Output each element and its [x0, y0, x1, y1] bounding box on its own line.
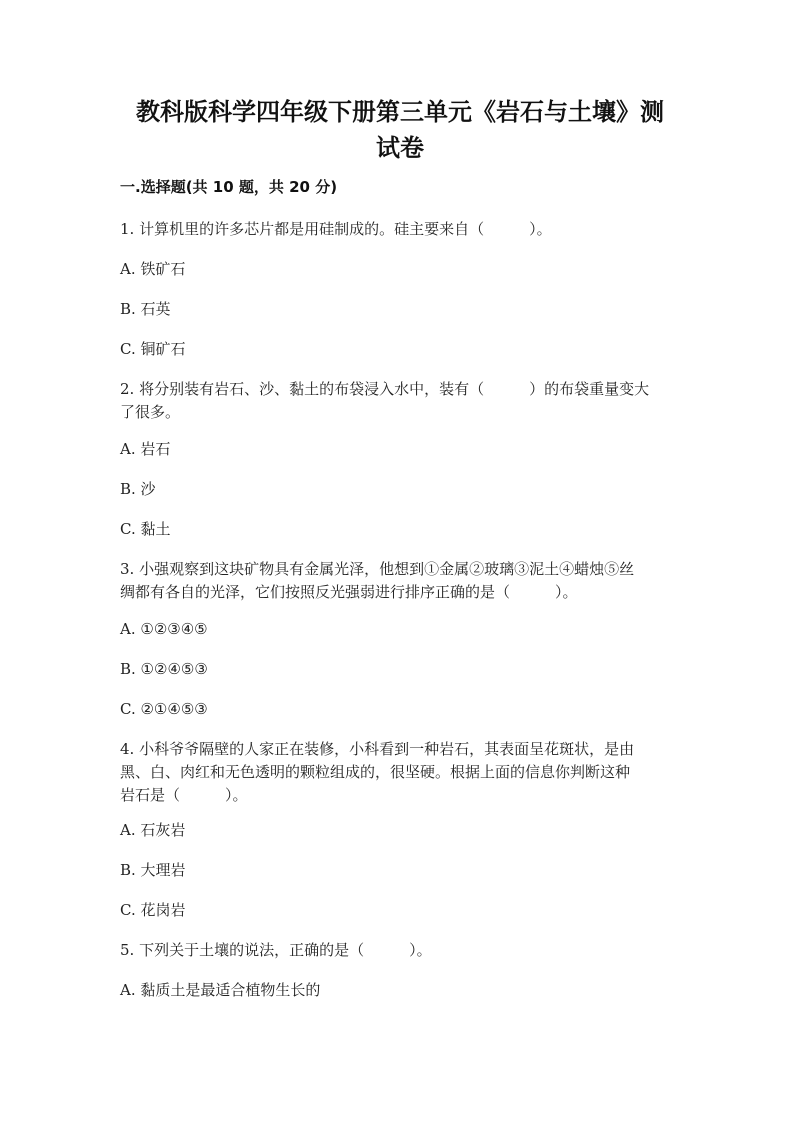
- question-4-line-2: 黑、白、肉红和无色透明的颗粒组成的，很坚硬。根据上面的信息你判断这种: [120, 763, 631, 781]
- title-line-1: 教科版科学四年级下册第三单元《岩石与土壤》测: [136, 98, 664, 126]
- question-5-option-a: A. 黏质土是最适合植物生长的: [120, 981, 321, 999]
- question-2-option-c: C. 黏土: [120, 520, 171, 538]
- question-4-line-1: 4. 小科爷爷隔壁的人家正在装修，小科看到一种岩石，其表面呈花斑状，是由: [120, 740, 635, 758]
- question-2-line-2: 了很多。: [120, 403, 181, 421]
- question-1-option-c: C. 铜矿石: [120, 340, 186, 358]
- question-3-line-1: 3. 小强观察到这块矿物具有金属光泽，他想到①金属②玻璃③泥土④蜡烛⑤丝: [120, 560, 635, 578]
- question-4-option-b: B. 大理岩: [120, 861, 186, 879]
- question-3-option-c: C. ②①④⑤③: [120, 700, 208, 718]
- title-line-2: 试卷: [376, 134, 424, 162]
- question-2-option-b: B. 沙: [120, 480, 156, 498]
- page-title: [110, 94, 690, 166]
- question-4-line-3: 岩石是（ ）。: [120, 786, 248, 804]
- question-1-option-b: B. 石英: [120, 300, 171, 318]
- question-4-option-c: C. 花岗岩: [120, 901, 186, 919]
- question-5-line-1: 5. 下列关于土壤的说法，正确的是（ ）。: [120, 941, 432, 959]
- question-4-option-a: A. 石灰岩: [120, 821, 186, 839]
- question-2-line-1: 2. 将分别装有岩石、沙、黏土的布袋浸入水中，装有（ ）的布袋重量变大: [120, 380, 650, 398]
- question-1-option-a: A. 铁矿石: [120, 260, 186, 278]
- question-2-option-a: A. 岩石: [120, 440, 171, 458]
- question-3-line-2: 绸都有各自的光泽，它们按照反光强弱进行排序正确的是（ ）。: [120, 583, 578, 601]
- question-3-option-b: B. ①②④⑤③: [120, 660, 208, 678]
- question-1-line-1: 1. 计算机里的许多芯片都是用硅制成的。硅主要来自（ ）。: [120, 220, 552, 238]
- question-3-option-a: A. ①②③④⑤: [120, 620, 208, 638]
- section-heading: 一.选择题(共 10 题，共 20 分): [120, 178, 338, 196]
